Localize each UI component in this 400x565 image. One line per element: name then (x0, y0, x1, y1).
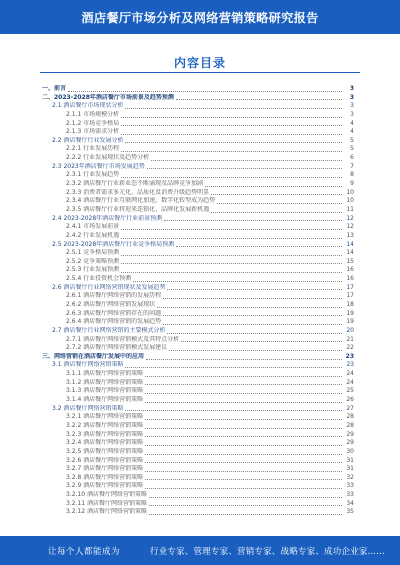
toc-leader-dots (145, 479, 342, 480)
toc-entry[interactable] (42, 474, 354, 483)
toc-entry[interactable] (42, 102, 354, 111)
toc-entry-text: 2.6.1 酒店餐厅网络营销的发展历程 (66, 292, 162, 300)
toc-leader-dots (125, 367, 342, 368)
toc-entry-text: 2.1.3 市场需求分析 (66, 128, 120, 136)
toc-entry-text: 2.2 酒店餐厅行业发展分析 (52, 136, 124, 144)
toc-leader-dots (68, 91, 342, 92)
toc-entry-text: 2.5.3 行业发展预测 (66, 266, 120, 274)
toc-entry-text: 3.2.3 酒店餐厅网络营销策略 (66, 430, 144, 438)
toc-leader-dots (125, 142, 342, 143)
toc-entry[interactable] (42, 482, 354, 491)
toc-entry[interactable] (42, 422, 354, 431)
toc-entry[interactable] (42, 241, 354, 250)
toc-page-number: 18 (346, 301, 354, 308)
toc-page-number: 33 (346, 491, 354, 499)
toc-entry-text: 2.7 酒店餐厅行业网络营销的主要模式分析 (52, 326, 166, 334)
toc-page-number: 15 (346, 257, 354, 265)
toc-entry[interactable] (42, 163, 354, 172)
toc-entry-text: 三、网络营销在酒店餐厅发展中的应用 (42, 352, 145, 360)
toc-entry-text: 2.6.2 酒店餐厅网络营销发展现状 (66, 301, 156, 308)
toc-leader-dots (145, 488, 342, 489)
toc-entry[interactable] (42, 215, 354, 224)
toc-entry[interactable] (42, 508, 354, 517)
toc-entry[interactable] (42, 491, 354, 500)
toc-page-number: 28 (346, 413, 354, 421)
toc-leader-dots (167, 333, 342, 334)
toc-entry[interactable] (42, 439, 354, 448)
toc-page-number: 31 (346, 465, 354, 473)
toc-entry-text: 3.1.3 酒店餐厅网络营销策略 (66, 387, 144, 395)
toc-page-number: 10 (346, 188, 354, 196)
toc-leader-dots (217, 203, 342, 204)
toc-page-number: 19 (346, 318, 354, 326)
toc-entry-text: 2.6 酒店餐厅行业网络营销现状及发展趋势 (52, 283, 166, 291)
toc-entry[interactable] (42, 387, 354, 396)
toc-leader-dots (121, 238, 342, 239)
toc-leader-dots (145, 393, 342, 394)
toc-page-number: 32 (346, 473, 354, 481)
toc-entry-text: 3.2.8 酒店餐厅网络营销策略 (66, 473, 144, 481)
toc-entry-text: 3.2.2 酒店餐厅网络营销策略 (66, 421, 144, 429)
toc-entry[interactable] (42, 284, 354, 293)
toc-entry-text: 3.2.1 酒店餐厅网络营销策略 (66, 413, 144, 421)
toc-page-number: 16 (346, 266, 354, 274)
toc-entry-text: 3.1 酒店餐厅网络营销策略 (52, 361, 124, 369)
toc-page-number: 14 (346, 249, 354, 257)
toc-entry-text: 2.4.2 行业发展机遇 (66, 231, 120, 239)
toc-entry[interactable] (42, 405, 354, 414)
toc-entry[interactable] (42, 370, 354, 379)
toc-entry[interactable] (42, 353, 354, 362)
toc-entry[interactable] (42, 500, 354, 509)
toc-page-number: 31 (346, 456, 354, 464)
toc-page-number: 24 (346, 370, 354, 378)
toc-leader-dots (121, 272, 342, 273)
toc-entry[interactable] (42, 111, 354, 120)
toc-page-number: 3 (350, 102, 354, 110)
toc-leader-dots (164, 220, 342, 221)
toc-leader-dots (163, 324, 342, 325)
toc-page-number: 28 (346, 421, 354, 429)
toc-entry-text: 3.2.12 酒店餐厅网络营销策略 (66, 508, 147, 516)
toc-entry-text: 2.3.2 酒店餐厅行业新业态不断涌现及品牌竞争加剧 (66, 180, 204, 188)
toc-leader-dots (169, 350, 342, 351)
toc-entry[interactable] (42, 120, 354, 129)
toc-page-number: 12 (346, 214, 354, 222)
toc-entry[interactable] (42, 180, 354, 189)
toc-page-number: 13 (346, 231, 354, 239)
toc-page-number: 16 (346, 275, 354, 283)
toc-leader-dots (145, 445, 342, 446)
toc-leader-dots (181, 341, 342, 342)
toc-entry[interactable] (42, 457, 354, 466)
toc-page-number: 11 (346, 205, 354, 213)
toc-entry[interactable] (42, 266, 354, 275)
toc-entry-text: 2.1 酒店餐厅市场现状分析 (52, 102, 124, 110)
toc-page-number: 30 (346, 447, 354, 455)
toc-leader-dots (121, 263, 342, 264)
toc-entry-text: 3.2.7 酒店餐厅网络营销策略 (66, 465, 144, 473)
toc-leader-dots (145, 462, 342, 463)
toc-leader-dots (211, 194, 342, 195)
toc-entry[interactable] (42, 344, 354, 353)
toc-entry-text: 3.1.2 酒店餐厅网络营销策略 (66, 378, 144, 386)
toc-page-number: 29 (346, 430, 354, 438)
toc-leader-dots (167, 289, 342, 290)
toc-page-number: 4 (350, 119, 354, 127)
toc-leader-dots (149, 497, 342, 498)
toc-leader-dots (121, 151, 342, 152)
toc-leader-dots (121, 134, 342, 135)
toc-entry[interactable] (42, 258, 354, 267)
toc-leader-dots (145, 419, 342, 420)
toc-heading: 内容目录 (173, 56, 226, 70)
toc-entry-text: 2.7.2 酒店餐厅网络营销模式发展建议 (66, 344, 168, 352)
toc-entry[interactable] (42, 413, 354, 422)
toc-entry-text: 3.2 酒店餐厅网络营销策略 (52, 404, 124, 412)
toc-page-number: 35 (346, 508, 354, 516)
toc-entry-text: 2.6.3 酒店餐厅网络营销存在的问题 (66, 309, 162, 317)
toc-page-number: 5 (350, 136, 354, 144)
toc-leader-dots (211, 212, 342, 213)
toc-entry-text: 2.7.1 酒店餐厅网络营销模式及其特点分析 (66, 335, 180, 343)
toc-entry-text: 2.4 2023-2028年酒店餐厅行业前景预测 (52, 214, 163, 222)
toc-page-number: 26 (346, 396, 354, 404)
toc-page-number: 10 (346, 197, 354, 205)
toc-entry[interactable] (42, 396, 354, 405)
toc-page-number: 27 (346, 404, 354, 412)
toc-entry-text: 2.5.4 行业投资机会预测 (66, 275, 132, 283)
toc-page-number: 14 (346, 240, 354, 248)
toc-entry[interactable] (42, 197, 354, 206)
toc-entry[interactable] (42, 301, 354, 310)
toc-entry[interactable] (42, 145, 354, 154)
toc-page-number: 5 (350, 145, 354, 153)
toc-entry[interactable] (42, 232, 354, 241)
toc-entry-text: 2.1.1 市场规模分析 (66, 110, 120, 118)
toc-leader-dots (176, 246, 342, 247)
toc-entry[interactable] (42, 189, 354, 198)
toc-page-number: 23 (346, 361, 354, 369)
toc-page-number: 12 (346, 223, 354, 231)
toc-leader-dots (133, 281, 342, 282)
toc-entry-text: 2.3.5 酒店餐厅行业将迎来连锁化、品牌化发展新机遇 (66, 205, 210, 213)
toc-leader-dots (121, 229, 342, 230)
toc-entry[interactable] (42, 362, 354, 371)
toc-entry-text: 2.1.2 市场竞争格局 (66, 119, 120, 127)
toc-entry[interactable] (42, 137, 354, 146)
toc-leader-dots (125, 108, 342, 109)
toc-entry[interactable] (42, 465, 354, 474)
toc-page-number: 9 (350, 180, 354, 188)
toc-entry-text: 一、前言 (42, 85, 67, 92)
toc-entry-text: 二、2023-2028年酒店餐厅市场前景及趋势预测 (42, 93, 174, 101)
toc-entry-text: 2.5.2 竞争策略预测 (66, 257, 120, 265)
toc-entry-text: 3.1.4 酒店餐厅网络营销策略 (66, 396, 144, 404)
toc-entry-text: 2.4.1 市场发展前景 (66, 223, 120, 231)
toc-page-number: 25 (346, 387, 354, 395)
toc-page-number: 22 (346, 344, 354, 352)
toc-entry[interactable] (42, 206, 354, 215)
toc-leader-dots (163, 315, 342, 316)
toc-page-number: 29 (346, 439, 354, 447)
toc-entry[interactable] (42, 223, 354, 232)
footer-banner (0, 536, 400, 565)
toc-leader-dots (176, 99, 342, 100)
toc-page-number: 4 (350, 128, 354, 136)
toc-entry[interactable] (42, 171, 354, 180)
toc-entry[interactable] (42, 249, 354, 258)
toc-entry[interactable] (42, 85, 354, 94)
toc-leader-dots (205, 186, 342, 187)
toc-leader-dots (149, 505, 342, 506)
toc-leader-dots (121, 117, 342, 118)
toc-entry-text: 3.2.11 酒店餐厅网络营销策略 (66, 499, 147, 507)
toc-leader-dots (157, 307, 342, 308)
toc-leader-dots (145, 471, 342, 472)
footer-slogan-right: 行业专家、管理专家、营销专家、战略专家、成功企业家…… (150, 546, 385, 557)
toc-entry-text: 3.2.10 酒店餐厅网络营销策略 (66, 491, 147, 499)
toc-entry[interactable] (42, 327, 354, 336)
toc-page-number: 34 (346, 499, 354, 507)
toc-leader-dots (145, 454, 342, 455)
toc-entry[interactable] (42, 128, 354, 137)
toc-entry[interactable] (42, 379, 354, 388)
toc-heading-divider (40, 72, 360, 73)
toc-entry[interactable] (42, 94, 354, 103)
toc-page-number: 3 (349, 85, 354, 92)
toc-page-number: 20 (346, 326, 354, 334)
toc-leader-dots (151, 160, 342, 161)
toc-entry-text: 2.5 2023-2028年酒店餐厅行业竞争格局预测 (52, 240, 175, 248)
toc-leader-dots (145, 436, 342, 437)
toc-entry-text: 2.2.2 行业发展现状及趋势分析 (66, 154, 150, 162)
toc-leader-dots (149, 514, 342, 515)
toc-leader-dots (145, 402, 342, 403)
toc-leader-dots (121, 125, 342, 126)
toc-entry-text: 2.2.1 行业发展历程 (66, 145, 120, 153)
toc-leader-dots (146, 359, 342, 360)
toc-entry-text: 3.2.6 酒店餐厅网络营销策略 (66, 456, 144, 464)
toc-page-number: 6 (350, 154, 354, 162)
toc-page-number: 3 (349, 93, 354, 101)
toc-entry[interactable] (42, 431, 354, 440)
toc-entry-text: 3.2.9 酒店餐厅网络营销策略 (66, 482, 144, 490)
toc-entry[interactable] (42, 310, 354, 319)
toc-entry[interactable] (42, 292, 354, 301)
header-banner (0, 0, 400, 34)
footer-slogan-left: 让每个人都能成为 (48, 546, 121, 557)
toc-leader-dots (145, 428, 342, 429)
table-of-contents (42, 85, 354, 525)
toc-page-number: 3 (350, 110, 354, 118)
report-title: 酒店餐厅市场分析及网络营销策略研究报告 (81, 10, 319, 25)
toc-entry-text: 3.2.5 酒店餐厅网络营销策略 (66, 447, 144, 455)
toc-page-number: 19 (346, 309, 354, 317)
toc-leader-dots (145, 384, 342, 385)
toc-entry-text: 2.5.1 竞争格局预测 (66, 249, 120, 257)
toc-entry-text: 2.6.4 酒店餐厅网络营销的发展趋势 (66, 318, 162, 326)
toc-entry-text: 3.1.1 酒店餐厅网络营销策略 (66, 370, 144, 378)
toc-leader-dots (121, 255, 342, 256)
toc-entry[interactable] (42, 318, 354, 327)
toc-entry-text: 2.3.4 酒店餐厅行业互联网化加速，数字化转型成为趋势 (66, 197, 216, 205)
toc-entry-text: 3.2.4 酒店餐厅网络营销策略 (66, 439, 144, 447)
toc-leader-dots (125, 410, 342, 411)
toc-page-number: 24 (346, 378, 354, 386)
toc-leader-dots (145, 376, 342, 377)
toc-entry[interactable] (42, 336, 354, 345)
toc-page-number: 7 (350, 162, 354, 170)
toc-leader-dots (147, 168, 342, 169)
toc-entry[interactable] (42, 275, 354, 284)
toc-leader-dots (121, 177, 342, 178)
toc-page-number: 17 (346, 292, 354, 300)
toc-page-number: 8 (350, 171, 354, 179)
toc-entry[interactable] (42, 448, 354, 457)
toc-entry-text: 2.3 2023年酒店餐厅市场发展趋势 (52, 162, 145, 170)
toc-page-number: 21 (346, 335, 354, 343)
toc-leader-dots (163, 298, 342, 299)
toc-entry-text: 2.3.1 行业发展趋势 (66, 171, 120, 179)
toc-page-number: 17 (346, 283, 354, 291)
toc-page-number: 33 (346, 482, 354, 490)
toc-entry-text: 2.3.3 消费者需求多元化、品质化及消费升级趋势明显 (66, 188, 210, 196)
toc-entry[interactable] (42, 154, 354, 163)
toc-page-number: 23 (345, 352, 354, 360)
